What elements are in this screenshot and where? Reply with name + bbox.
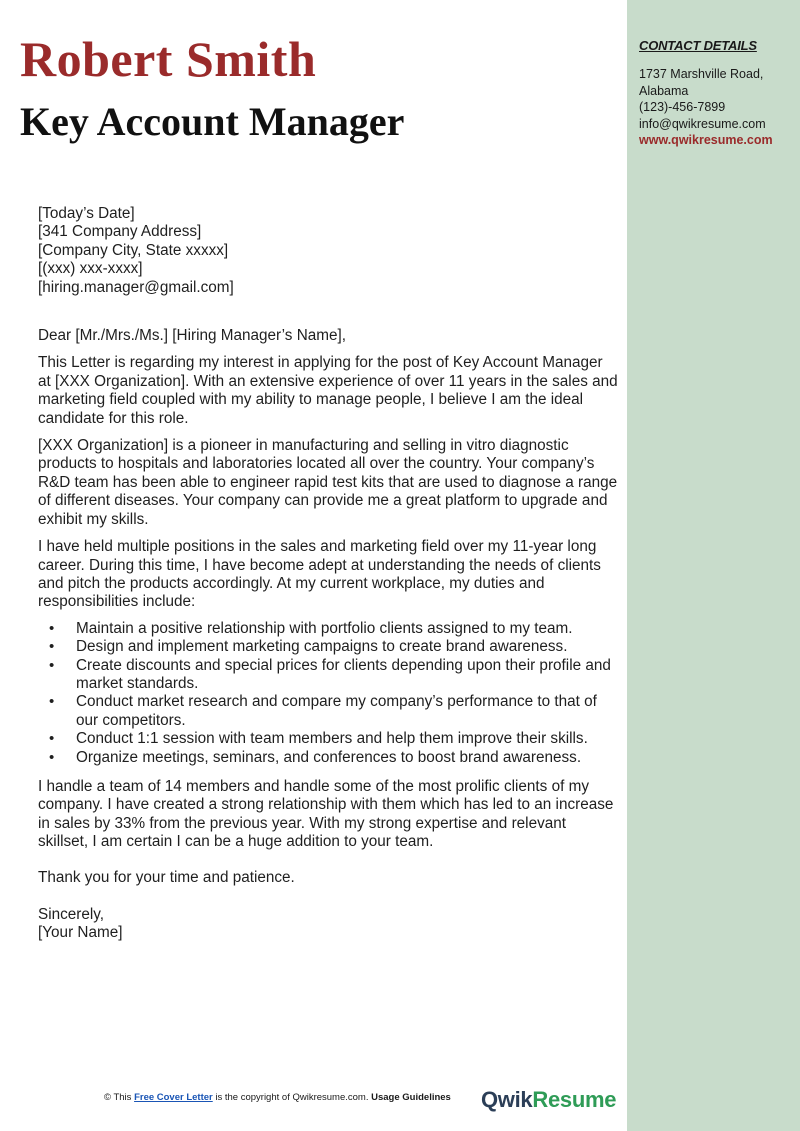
copyright-footer [104, 1092, 451, 1103]
footer-this: This [113, 1092, 132, 1103]
signature: [Your Name] [38, 924, 123, 942]
free-cover-letter-link[interactable]: Free Cover Letter [134, 1092, 213, 1103]
recipient-block [38, 223, 618, 297]
list-item: • Conduct 1:1 session with team members and help them improve their skills. [38, 730, 618, 748]
contact-lines [639, 66, 797, 149]
salutation: Dear [Mr./Mrs./Ms.] [Hiring Manager’s Name], [38, 327, 346, 345]
recipient-city: [Company City, State xxxxx] [38, 241, 229, 259]
job-title: Key Account Manager [20, 99, 405, 144]
qwikresume-logo[interactable] [481, 1087, 616, 1113]
list-item: • Design and implement marketing campaigns to create brand awareness. [38, 638, 618, 656]
paragraph-experience: I have held multiple positions in the sales and marketing field over my 11-year long career. During this time, I have become adept at understanding the needs of clients and pitch the products accordingly. At my current workplace, my duties and responsibilities include: [38, 538, 601, 611]
recipient-phone: [(xxx) xxx-xxxx] [38, 260, 143, 278]
brand-resume: Resume [532, 1087, 617, 1112]
list-item: • Create discounts and special prices for clients depending upon their profile and market standards. [38, 657, 618, 694]
recipient-email: [hiring.manager@gmail.com] [38, 278, 234, 296]
letter-body [38, 205, 618, 943]
paragraph-team: I handle a team of 14 members and handle some of the most prolific clients of my company. I have created a strong relationship with them which has led to an increase in sales by 33% from the previous year. With my strong expertise and relevant skillset, I am certain I can be a huge addition to your team. [38, 777, 614, 851]
copyright-icon: © [104, 1092, 111, 1103]
list-item: • Conduct market research and compare my company’s performance to that of our competitors. [38, 693, 618, 730]
contact-details-heading: CONTACT DETAILS [639, 38, 757, 53]
usage-guidelines-link[interactable]: Usage Guidelines [371, 1092, 451, 1103]
recipient-address: [341 Company Address] [38, 223, 202, 241]
thanks-line: Thank you for your time and patience. [38, 868, 295, 886]
contact-address-line1: 1737 Marshville Road, [639, 67, 764, 81]
letter-date: [Today’s Date] [38, 205, 135, 222]
contact-website[interactable]: www.qwikresume.com [639, 133, 773, 147]
duties-list [38, 620, 618, 767]
footer-copyright-text: is the copyright of Qwikresume.com. [215, 1092, 369, 1103]
contact-address-line2: Alabama [639, 83, 689, 98]
contact-email[interactable]: info@qwikresume.com [639, 116, 766, 131]
contact-sidebar [624, 0, 800, 1131]
closing: Sincerely, [38, 906, 105, 923]
brand-qwik: Qwik [481, 1087, 533, 1112]
contact-phone: (123)-456-7899 [639, 100, 726, 114]
list-item: • Organize meetings, seminars, and conferences to boost brand awareness. [38, 749, 618, 767]
applicant-name: Robert Smith [20, 31, 317, 87]
paragraph-intro: This Letter is regarding my interest in applying for the post of Key Account Manager at [XXX Organization]. With an extensive experience of over 11 years in the sales and marketing field coupled with my ability to manage people, I believe I am the ideal candidate for this role. [38, 354, 618, 427]
list-item: • Maintain a positive relationship with portfolio clients assigned to my team. [38, 620, 618, 638]
paragraph-company: [XXX Organization] is a pioneer in manufacturing and selling in vitro diagnostic products to hospitals and laboratories located all over the country. Your company’s R&D team has been able to engineer rapid test kits that are used to diagnose a range of different diseases. Your company can provide me a great platform to upgrade and exhibit my skills. [38, 437, 618, 528]
